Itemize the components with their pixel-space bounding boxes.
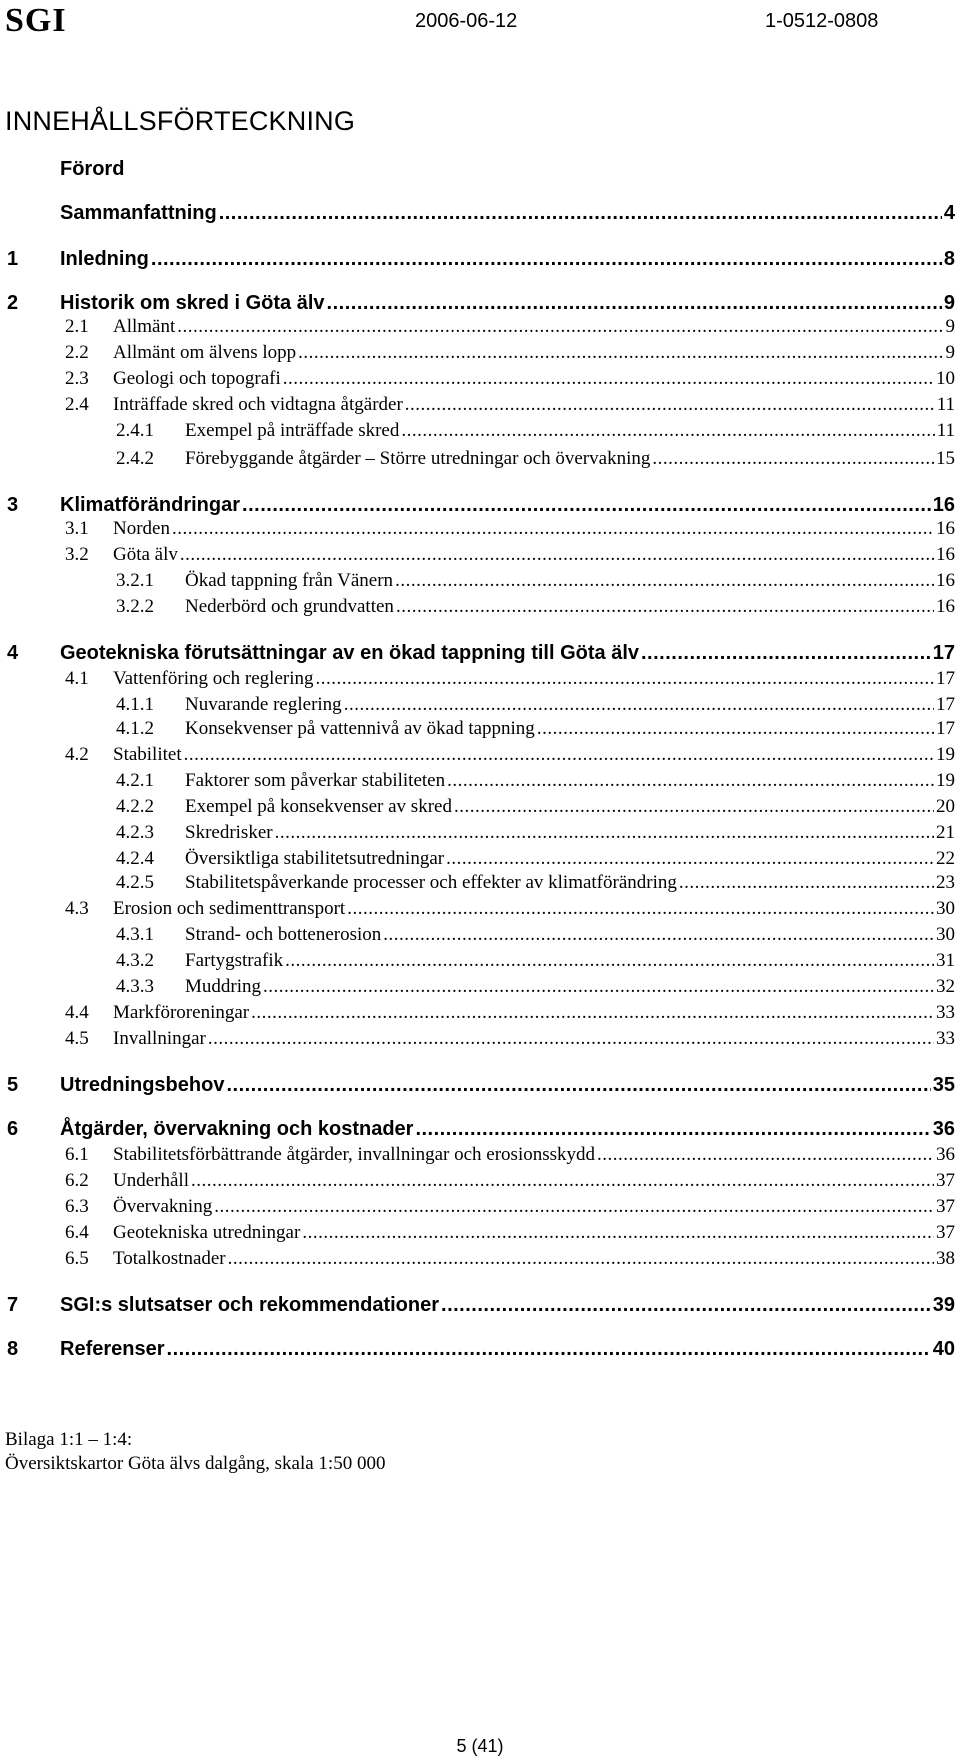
toc-entry-page: 19 — [936, 770, 955, 791]
toc-entry-number: 4.4 — [65, 1002, 89, 1023]
toc-entry-number: 4.1 — [65, 668, 89, 689]
toc-entry-page: 17 — [936, 694, 955, 715]
toc-entry-forord[interactable] — [0, 158, 955, 181]
toc-entry-title: Markföroreningar — [113, 1002, 250, 1023]
toc-entry-number: 3.2.2 — [116, 596, 154, 617]
dot-leader — [298, 342, 943, 364]
toc-entry-number: 6.2 — [65, 1170, 89, 1191]
dot-leader — [315, 668, 934, 690]
toc-entry-number: 5 — [7, 1074, 19, 1096]
toc-entry-number: 4 — [7, 642, 19, 664]
page-number: 5 (41) — [456, 1736, 504, 1756]
toc-entry[interactable] — [0, 1028, 955, 1050]
dot-leader — [172, 518, 934, 540]
toc-entry[interactable] — [0, 872, 955, 894]
toc-entry-page: 32 — [936, 976, 955, 997]
toc-entry-number: 1 — [7, 248, 19, 270]
toc-entry-number: 6.3 — [65, 1196, 89, 1217]
toc-entry-title: Underhåll — [113, 1170, 189, 1191]
toc-entry-title: Nuvarande reglering — [185, 694, 342, 715]
toc-entry-number: 4.5 — [65, 1028, 89, 1049]
toc-entry[interactable] — [0, 248, 955, 271]
toc-entry-page: 10 — [936, 368, 955, 389]
toc-entry-number: 2.4 — [65, 394, 89, 415]
toc-entry-title: Göta älv — [113, 544, 178, 565]
dot-leader — [302, 1222, 934, 1244]
toc-entry-number: 6.5 — [65, 1248, 89, 1269]
toc-entry-number: 2.4.1 — [116, 420, 154, 441]
toc-entry-number: 4.3.1 — [116, 924, 154, 945]
toc-entry-page: 15 — [936, 448, 955, 469]
dot-leader — [184, 744, 934, 766]
toc-entry-title: Konsekvenser på vattennivå av ökad tappning — [185, 718, 535, 739]
toc-entry[interactable] — [0, 642, 955, 665]
toc-entry-title: Totalkostnader — [113, 1248, 226, 1269]
toc-entry-page: 33 — [936, 1002, 955, 1023]
dot-leader — [401, 420, 934, 442]
toc-entry[interactable] — [0, 570, 955, 592]
toc-entry-page: 9 — [945, 342, 955, 363]
dot-leader — [441, 1294, 931, 1317]
toc-entry-title: Inträffade skred och vidtagna åtgärder — [113, 394, 403, 415]
toc-entry[interactable] — [0, 694, 955, 716]
toc-entry[interactable] — [0, 950, 955, 972]
dot-leader — [447, 770, 934, 792]
toc-entry-title: Strand- och bottenerosion — [185, 924, 382, 945]
toc-entry-page: 20 — [936, 796, 955, 817]
toc-entry-title: Vattenföring och reglering — [113, 668, 314, 689]
toc-entry[interactable] — [0, 1222, 955, 1244]
dot-leader — [263, 976, 934, 998]
toc-entry-number: 2.4.2 — [116, 448, 154, 469]
toc-entry[interactable] — [0, 368, 955, 390]
toc-entry-title: Geotekniska utredningar — [113, 1222, 301, 1243]
toc-entry-title: Fartygstrafik — [185, 950, 284, 971]
toc-entry[interactable] — [0, 316, 955, 338]
toc-entry-number: 4.1.1 — [116, 694, 154, 715]
toc-entry-title: Geotekniska förutsättningar av en ökad tappning till Göta älv — [60, 642, 639, 664]
toc-entry-page: 35 — [932, 1074, 955, 1096]
toc-entry-number: 4.2 — [65, 744, 89, 765]
toc-entry-number: 3.2 — [65, 544, 89, 565]
toc-entry-title: Skredrisker — [185, 822, 273, 843]
dot-leader — [285, 950, 934, 972]
toc-entry-title: Muddring — [185, 976, 261, 997]
sgi-logo: SGI — [5, 2, 67, 39]
toc-entry-number: 4.2.4 — [116, 848, 154, 869]
toc-entry-number: 2 — [7, 292, 19, 314]
toc-entry-page: 37 — [936, 1222, 955, 1243]
toc-entry-page: 23 — [936, 872, 955, 893]
toc-entry-number: 4.2.3 — [116, 822, 154, 843]
dot-leader — [228, 1248, 934, 1270]
dot-leader — [383, 924, 934, 946]
toc-entry-title: Norden — [113, 518, 170, 539]
toc-entry[interactable] — [0, 544, 955, 566]
toc-entry-number: 4.2.2 — [116, 796, 154, 817]
toc-entry[interactable] — [0, 1144, 955, 1166]
dot-leader — [177, 316, 943, 338]
toc-entry-page: 36 — [932, 1118, 955, 1140]
toc-entry-page: 19 — [936, 744, 955, 765]
toc-entry[interactable] — [0, 1196, 955, 1218]
toc-entry[interactable] — [0, 1248, 955, 1270]
toc-entry-number: 3.2.1 — [116, 570, 154, 591]
toc-entry-number: 2.1 — [65, 316, 89, 337]
toc-entry-number: 6.1 — [65, 1144, 89, 1165]
toc-entry-number: 2.3 — [65, 368, 89, 389]
dot-leader — [405, 394, 935, 416]
toc-entry-title: Övervakning — [113, 1196, 213, 1217]
toc-entry-number: 4.3 — [65, 898, 89, 919]
toc-entry-page: 21 — [936, 822, 955, 843]
toc-entry-page: 22 — [936, 848, 955, 869]
dot-leader — [597, 1144, 934, 1166]
toc-entry[interactable] — [0, 292, 955, 315]
toc-entry[interactable] — [0, 924, 955, 946]
toc-entry-number: 6 — [7, 1118, 19, 1140]
toc-entry[interactable] — [0, 770, 955, 792]
toc-entry[interactable] — [0, 202, 955, 225]
toc-entry-number: 4.1.2 — [116, 718, 154, 739]
toc-entry-page: 16 — [932, 494, 955, 516]
toc-entry-page: 11 — [936, 420, 955, 441]
toc-entry-page: 9 — [945, 316, 955, 337]
toc-entry[interactable] — [0, 718, 955, 740]
toc-entry[interactable] — [0, 898, 955, 920]
toc-entry-page: 16 — [936, 570, 955, 591]
toc-entry-title: Invallningar — [113, 1028, 206, 1049]
toc-entry-title: Stabilitet — [113, 744, 182, 765]
toc-entry-page: 40 — [932, 1338, 955, 1360]
toc-entry[interactable] — [0, 976, 955, 998]
toc-entry-page: 4 — [943, 202, 955, 224]
toc-entry-title: Erosion och sedimenttransport — [113, 898, 346, 919]
toc-entry-page: 30 — [936, 898, 955, 919]
toc-entry[interactable] — [0, 342, 955, 364]
dot-leader — [180, 544, 934, 566]
toc-entry-number: 3 — [7, 494, 19, 516]
header-reference: 1-0512-0808 — [765, 10, 879, 32]
toc-entry-title: Allmänt — [113, 316, 176, 337]
dot-leader — [347, 898, 934, 920]
toc-entry-title: Allmänt om älvens lopp — [113, 342, 297, 363]
dot-leader — [242, 494, 931, 517]
toc-entry[interactable] — [0, 822, 955, 844]
toc-entry-page: 11 — [936, 394, 955, 415]
toc-entry-page: 31 — [936, 950, 955, 971]
toc-entry[interactable] — [0, 744, 955, 766]
toc-entry-page: 38 — [936, 1248, 955, 1269]
toc-entry-page: 39 — [932, 1294, 955, 1316]
toc-entry[interactable] — [0, 448, 955, 470]
dot-leader — [446, 848, 934, 870]
toc-entry-page: 17 — [932, 642, 955, 664]
toc-entry[interactable] — [0, 1294, 955, 1317]
toc-entry-page: 33 — [936, 1028, 955, 1049]
dot-leader — [396, 596, 934, 618]
toc-entry-page: 9 — [943, 292, 955, 314]
toc-entry-number: 4.3.2 — [116, 950, 154, 971]
toc-entry-page: 37 — [936, 1196, 955, 1217]
toc-entry-page: 16 — [936, 544, 955, 565]
toc-entry-page: 36 — [936, 1144, 955, 1165]
toc-entry-title: Inledning — [60, 248, 149, 270]
header-date: 2006-06-12 — [415, 10, 518, 32]
toc-entry[interactable] — [0, 1170, 955, 1192]
dot-leader — [641, 642, 931, 665]
toc-entry-page: 8 — [943, 248, 955, 270]
toc-entry-number: 2.2 — [65, 342, 89, 363]
toc-entry-number: 4.2.5 — [116, 872, 154, 893]
toc-entry-number: 4.3.3 — [116, 976, 154, 997]
toc-entry-number: 4.2.1 — [116, 770, 154, 791]
toc-entry[interactable] — [0, 1338, 955, 1361]
toc-entry-page: 16 — [936, 596, 955, 617]
toc-entry[interactable] — [0, 1002, 955, 1024]
dot-leader — [415, 1118, 930, 1141]
toc-entry-page: 17 — [936, 718, 955, 739]
page-title: INNEHÅLLSFÖRTECKNING — [5, 106, 356, 136]
toc-entry[interactable] — [0, 494, 955, 517]
toc-entry[interactable] — [0, 420, 955, 442]
toc-entry-page: 37 — [936, 1170, 955, 1191]
toc-entry-number: 3.1 — [65, 518, 89, 539]
appendix-line-2: Översiktskartor Göta älvs dalgång, skala 1:50 000 — [5, 1453, 386, 1474]
toc-entry-title: Referenser — [60, 1338, 165, 1360]
toc-entry[interactable] — [0, 848, 955, 870]
toc-entry[interactable] — [0, 1074, 955, 1097]
toc-entry-title: SGI:s slutsatser och rekommendationer — [60, 1294, 440, 1316]
toc-entry-title: Förord — [60, 158, 125, 180]
dot-leader — [537, 718, 934, 740]
toc-entry-title: Stabilitetspåverkande processer och effekter av klimatförändring — [185, 872, 677, 893]
toc-entry-title: Åtgärder, övervakning och kostnader — [60, 1118, 414, 1140]
toc-entry[interactable] — [0, 518, 955, 540]
dot-leader — [208, 1028, 934, 1050]
dot-leader — [226, 1074, 930, 1097]
toc-entry-page: 30 — [936, 924, 955, 945]
toc-entry-page: 17 — [936, 668, 955, 689]
toc-entry-title: Sammanfattning — [60, 202, 217, 224]
dot-leader — [652, 448, 934, 470]
dot-leader — [395, 570, 934, 592]
toc-entry-title: Geologi och topografi — [113, 368, 281, 389]
toc-entry-title: Översiktliga stabilitetsutredningar — [185, 848, 445, 869]
dot-leader — [327, 292, 942, 315]
toc-entry-title: Ökad tappning från Vänern — [185, 570, 394, 591]
dot-leader — [167, 1338, 931, 1361]
toc-entry-title: Exempel på inträffade skred — [185, 420, 400, 441]
appendix-note — [5, 1428, 385, 1476]
dot-leader — [679, 872, 934, 894]
toc-entry[interactable] — [0, 596, 955, 618]
toc-entry-number: 6.4 — [65, 1222, 89, 1243]
dot-leader — [344, 694, 934, 716]
toc-entry-title: Förebyggande åtgärder – Större utredningar och övervakning — [185, 448, 651, 469]
dot-leader — [251, 1002, 934, 1024]
toc-entry-page: 16 — [936, 518, 955, 539]
toc-entry[interactable] — [0, 668, 955, 690]
dot-leader — [219, 202, 942, 225]
dot-leader — [275, 822, 934, 844]
toc-entry-title: Utredningsbehov — [60, 1074, 225, 1096]
dot-leader — [454, 796, 934, 818]
toc-entry[interactable] — [0, 1118, 955, 1141]
toc-entry-title: Faktorer som påverkar stabiliteten — [185, 770, 446, 791]
page-header — [0, 0, 960, 50]
dot-leader — [283, 368, 934, 390]
toc-entry-number: 7 — [7, 1294, 19, 1316]
dot-leader — [191, 1170, 934, 1192]
toc-entry-title: Historik om skred i Göta älv — [60, 292, 325, 314]
toc-entry-title: Nederbörd och grundvatten — [185, 596, 394, 617]
toc-entry-title: Klimatförändringar — [60, 494, 241, 516]
toc-entry-title: Exempel på konsekvenser av skred — [185, 796, 452, 817]
appendix-line-1: Bilaga 1:1 – 1:4: — [5, 1429, 133, 1450]
toc-entry-number: 8 — [7, 1338, 19, 1360]
toc-entry[interactable] — [0, 394, 955, 416]
toc-entry[interactable] — [0, 796, 955, 818]
toc-entry-title: Stabilitetsförbättrande åtgärder, invallningar och erosionsskydd — [113, 1144, 596, 1165]
dot-leader — [151, 248, 942, 271]
dot-leader — [214, 1196, 934, 1218]
